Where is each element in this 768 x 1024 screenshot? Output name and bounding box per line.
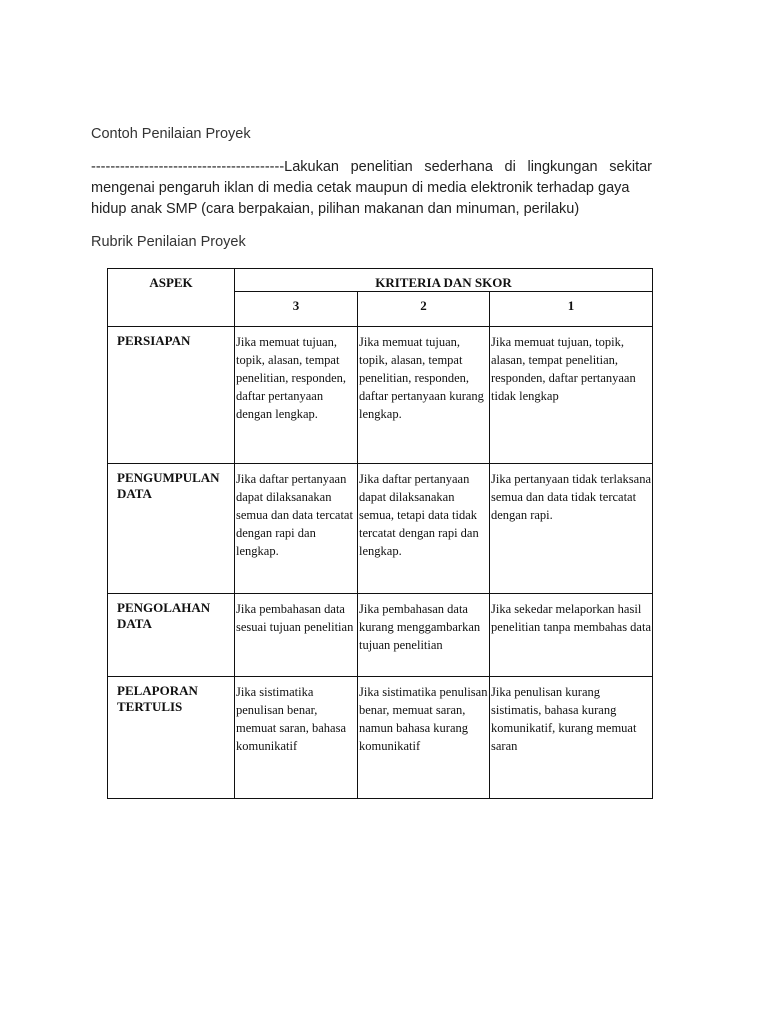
page-title: Contoh Penilaian Proyek — [91, 126, 251, 142]
table-row — [108, 677, 653, 799]
criteria-cell-score-2: Jika daftar pertanyaan dapat dilaksanakan semua, tetapi data tidak tercatat dengan rapi dan lengkap. — [358, 464, 490, 594]
intro-line: hidup anak SMP (cara berpakaian, pilihan makanan dan minuman, perilaku) — [91, 201, 580, 217]
intro-line: ----------------------------------------Lakukan penelitian sederhana di lingkungan sekitar — [91, 159, 652, 175]
criteria-cell-score-1: Jika pertanyaan tidak terlaksana semua dan data tidak tercatat dengan rapi. — [490, 464, 653, 594]
criteria-cell-score-3: Jika memuat tujuan, topik, alasan, tempat penelitian, responden, daftar pertanyaan dengan lengkap. — [235, 327, 358, 464]
intro-line: mengenai pengaruh iklan di media cetak maupun di media elektronik terhadap gaya — [91, 180, 630, 196]
header-aspek: ASPEK — [108, 269, 235, 327]
aspect-cell: PERSIAPAN — [108, 327, 235, 464]
criteria-cell-score-1: Jika penulisan kurang sistimatis, bahasa kurang komunikatif, kurang memuat saran — [490, 677, 653, 799]
rubric-title: Rubrik Penilaian Proyek — [91, 234, 246, 250]
aspect-cell: PENGUMPULAN DATA — [108, 464, 235, 594]
table-row — [108, 594, 653, 677]
score-header-3: 3 — [235, 292, 358, 327]
criteria-cell-score-1: Jika sekedar melaporkan hasil penelitian tanpa membahas data — [490, 594, 653, 677]
aspect-cell: PENGOLAHAN DATA — [108, 594, 235, 677]
table-row — [108, 327, 653, 464]
rubric-table — [107, 268, 653, 799]
criteria-cell-score-2: Jika memuat tujuan, topik, alasan, tempat penelitian, responden, daftar pertanyaan kurang lengkap. — [358, 327, 490, 464]
header-kriteria: KRITERIA DAN SKOR — [235, 269, 653, 292]
criteria-cell-score-3: Jika daftar pertanyaan dapat dilaksanakan semua dan data tercatat dengan rapi dan lengkap. — [235, 464, 358, 594]
table-row — [108, 464, 653, 594]
intro-paragraph — [91, 157, 652, 220]
aspect-cell: PELAPORAN TERTULIS — [108, 677, 235, 799]
criteria-cell-score-2: Jika sistimatika penulisan benar, memuat saran, namun bahasa kurang komunikatif — [358, 677, 490, 799]
criteria-cell-score-2: Jika pembahasan data kurang menggambarkan tujuan penelitian — [358, 594, 490, 677]
score-header-2: 2 — [358, 292, 490, 327]
criteria-cell-score-3: Jika sistimatika penulisan benar, memuat saran, bahasa komunikatif — [235, 677, 358, 799]
score-header-1: 1 — [490, 292, 653, 327]
criteria-cell-score-1: Jika memuat tujuan, topik, alasan, tempat penelitian, responden, daftar pertanyaan tidak lengkap — [490, 327, 653, 464]
criteria-cell-score-3: Jika pembahasan data sesuai tujuan penelitian — [235, 594, 358, 677]
